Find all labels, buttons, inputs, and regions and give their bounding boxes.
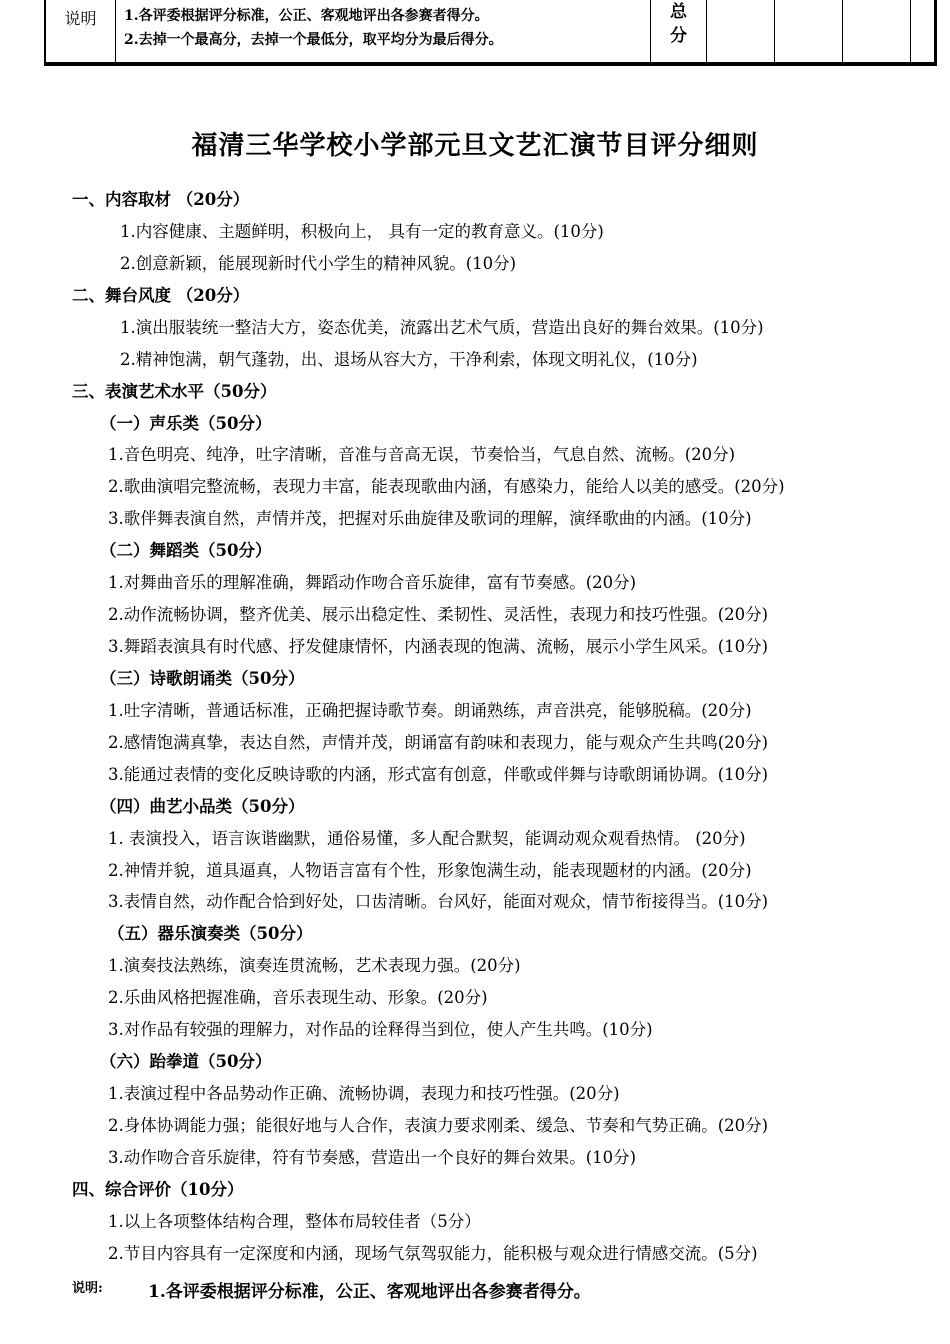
score-table bbox=[44, 0, 937, 66]
criterion-item: 2.节目内容具有一定深度和内涵，现场气氛驾驭能力，能积极与观众进行情感交流。(5分) bbox=[108, 1243, 758, 1263]
section-heading: 四、综合评价（10分） bbox=[72, 1179, 244, 1199]
criterion-item: 1. 表演投入，语言诙谐幽默，通俗易懂，多人配合默契，能调动观众观看热情。 (20分) bbox=[108, 828, 746, 848]
criterion-item: 3.能通过表情的变化反映诗歌的内涵，形式富有创意，伴歌或伴舞与诗歌朗诵协调。(10分) bbox=[108, 764, 769, 784]
criterion-item: 3.动作吻合音乐旋律，符有节奏感，营造出一个良好的舞台效果。(10分) bbox=[108, 1147, 637, 1167]
criterion-item: 2.动作流畅协调，整齐优美、展示出稳定性、柔韧性、灵活性，表现力和技巧性强。(20分) bbox=[108, 605, 769, 625]
criterion-item: 2.创意新颖，能展现新时代小学生的精神风貌。(10分) bbox=[120, 253, 517, 273]
rule-2: 2.去掉一个最高分，去掉一个最低分，取平均分为最后得分。 bbox=[124, 32, 503, 48]
criterion-item: 3.表情自然，动作配合恰到好处，口齿清晰。台风好，能面对观众，情节衔接得当。(10分) bbox=[108, 892, 769, 912]
note-label: 说明 bbox=[46, 0, 116, 62]
criterion-item: 1.演出服装统一整洁大方，姿态优美，流露出艺术气质，营造出良好的舞台效果。(10分) bbox=[120, 317, 764, 337]
criterion-item: 1.演奏技法熟练，演奏连贯流畅，艺术表现力强。(20分) bbox=[108, 956, 521, 976]
criterion-item: 3.对作品有较强的理解力，对作品的诠释得当到位，使人产生共鸣。(10分) bbox=[108, 1020, 653, 1040]
footer-text: 1.各评委根据评分标准，公正、客观地评出各参赛者得分。 bbox=[148, 1282, 591, 1302]
criterion-item: 2.身体协调能力强；能很好地与人合作，表演力要求刚柔、缓急、节奏和气势正确。(20分) bbox=[108, 1115, 769, 1135]
criterion-item: 2.歌曲演唱完整流畅，表现力丰富，能表现歌曲内涵，有感染力，能给人以美的感受。(20分) bbox=[108, 477, 785, 497]
section-heading: （五）器乐演奏类（50分） bbox=[108, 924, 313, 944]
criterion-item: 2.精神饱满，朝气蓬勃，出、退场从容大方，干净利索，体现文明礼仪，(10分) bbox=[120, 349, 698, 369]
criterion-item: 1.内容健康、主题鲜明，积极向上， 具有一定的教育意义。(10分) bbox=[120, 221, 604, 241]
score-cell bbox=[775, 0, 843, 62]
section-heading: 三、表演艺术水平（50分） bbox=[72, 381, 277, 401]
score-cell bbox=[843, 0, 911, 62]
footer-label: 说明: bbox=[72, 1281, 103, 1296]
score-cell bbox=[707, 0, 775, 62]
note-rules bbox=[116, 0, 651, 62]
section-heading: （四）曲艺小品类（50分） bbox=[100, 796, 305, 816]
criterion-item: 1.对舞曲音乐的理解准确，舞蹈动作吻合音乐旋律，富有节奏感。(20分) bbox=[108, 573, 637, 593]
page-title: 福清三华学校小学部元旦文艺汇演节目评分细则 bbox=[191, 131, 759, 161]
criterion-item: 3.舞蹈表演具有时代感、抒发健康情怀，内涵表现的饱满、流畅，展示小学生风采。(10分) bbox=[108, 637, 769, 657]
criterion-item: 1.吐字清晰，普通话标准，正确把握诗歌节奏。朗诵熟练，声音洪亮，能够脱稿。(20分) bbox=[108, 700, 752, 720]
rule-1: 1.各评委根据评分标准，公正、客观地评出各参赛者得分。 bbox=[124, 8, 489, 24]
section-heading: （六）跆拳道（50分） bbox=[100, 1052, 272, 1072]
section-heading: 一、内容取材 （20分） bbox=[72, 190, 250, 209]
criterion-item: 2.神情并貌，道具逼真，人物语言富有个性，形象饱满生动，能表现题材的内涵。(20分) bbox=[108, 860, 752, 880]
criterion-item: 2.乐曲风格把握准确，音乐表现生动、形象。(20分) bbox=[108, 988, 488, 1008]
section-heading: 二、舞台风度 （20分） bbox=[72, 285, 250, 305]
criterion-item: 1.表演过程中各品势动作正确、流畅协调，表现力和技巧性强。(20分) bbox=[108, 1084, 620, 1104]
score-cell bbox=[911, 0, 937, 62]
section-heading: （一）声乐类（50分） bbox=[100, 413, 272, 433]
total-label bbox=[651, 0, 707, 62]
criterion-item: 2.感情饱满真挚，表达自然，声情并茂，朗诵富有韵味和表现力，能与观众产生共鸣(20分) bbox=[108, 732, 769, 752]
section-heading: （三）诗歌朗诵类（50分） bbox=[100, 668, 305, 688]
criterion-item: 1.音色明亮、纯净，吐字清晰，音准与音高无误，节奏恰当，气息自然、流畅。(20分) bbox=[108, 445, 736, 465]
criterion-item: 3.歌伴舞表演自然，声情并茂，把握对乐曲旋律及歌词的理解，演绎歌曲的内涵。(10分) bbox=[108, 509, 752, 529]
criterion-item: 1.以上各项整体结构合理，整体布局较佳者（5分） bbox=[108, 1211, 481, 1231]
section-heading: （二）舞蹈类（50分） bbox=[100, 541, 272, 561]
total-text: 总分 bbox=[670, 2, 687, 46]
